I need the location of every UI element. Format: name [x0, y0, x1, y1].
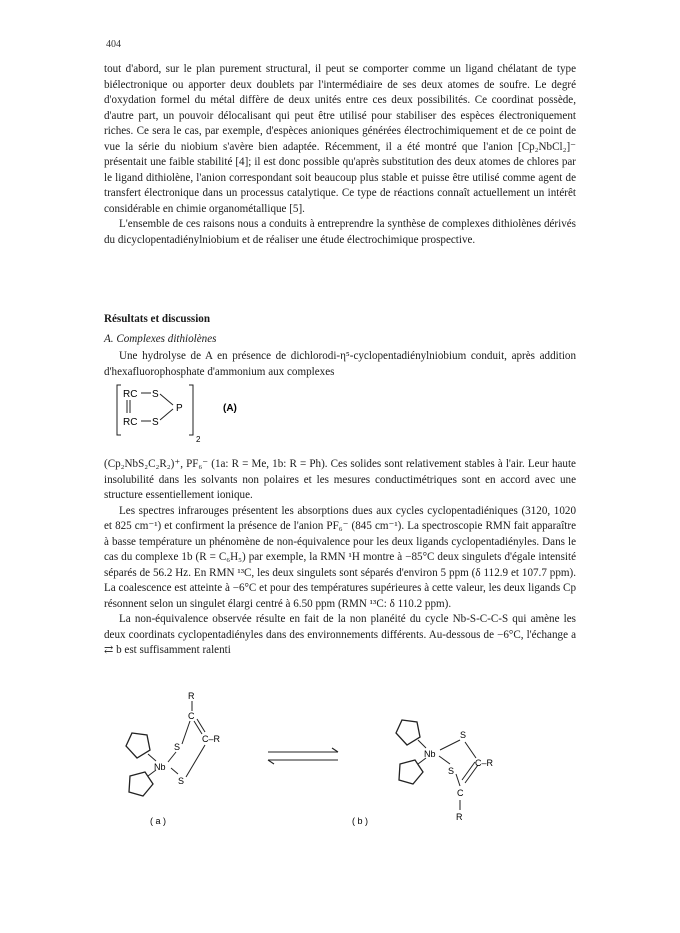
section-heading: Résultats et discussion: [104, 313, 211, 325]
scheme-a-s-bottom: S: [178, 776, 185, 786]
scheme-a-s-top: S: [174, 742, 181, 752]
structure-a-rc-bottom: RC: [123, 417, 138, 428]
cyclopentadienyl-ring-b-bottom: [399, 760, 423, 784]
structure-a-label: (A): [223, 403, 237, 414]
structure-a: [115, 383, 315, 445]
scheme-a-c-top: C: [188, 711, 195, 721]
scheme-b-nb: Nb: [424, 749, 436, 759]
results-paragraph-4: La non-équivalence observée résulte en fait de la non planéité du cycle Nb-S-C-C-S qui amène les deux coordinats cyclopentadiényles dans des environnements différents. Au-dessous de −6°C, l'échange a ⇄ b est suffisamment ralenti: [104, 613, 576, 656]
intro-paragraph-2: L'ensemble de ces raisons nous a conduits à entreprendre la synthèse de complexes dithiolènes dérivés du dicyclopentadiénylniobium et de réaliser une étude électrochimique prospective.: [104, 218, 576, 246]
results-paragraph-1: Une hydrolyse de A en présence de dichlorodi-η⁵-cyclopentadiénylniobium conduit, après addition d'hexafluorophosphate d'ammonium aux complexes: [104, 350, 576, 378]
results-paragraph-1-block: [104, 349, 576, 380]
structure-a-subscript: 2: [196, 435, 201, 444]
scheme-a-label: ( a ): [150, 816, 167, 826]
scheme-b-s-top: S: [460, 730, 467, 740]
structure-a-rc-top: RC: [123, 389, 138, 400]
results-paragraph-2: (Cp₂NbS₂C₂R₂)⁺, PF₆⁻ (1a: R = Me, 1b: R = Ph). Ces solides sont relativement stables à l'air. Leur haute insolubilité dans les solvants non polaires et les mesures conductimétriques sont en accord avec une structure essentiellement ionique.: [104, 458, 576, 501]
scheme-b-r-bottom: R: [456, 812, 463, 822]
structure-a-p: P: [176, 403, 183, 414]
results-paragraph-3: Les spectres infrarouges présentent les absorptions dues aux cycles cyclopentadiéniques (3120, 1020 et 825 cm⁻¹) et confirment la présence de l'anion PF₆⁻ (845 cm⁻¹). La spectroscopie RMN fait apparaître à basse température un phénomène de non-équivalence pour les deux ligands cyclopentadiényles. Dans le cas du complexe 1b (R = C₆H₅) par exemple, la RMN ¹H montre à −85°C deux singulets d'égale intensité séparés de 56.2 Hz. En RMN ¹³C, les deux singulets sont séparés d'environ 5 ppm (δ 112.9 et 107.7 ppm). La coalescence est atteinte à −6°C et pour des températures supérieures à cette valeur, les deux ligands Cp résonnent selon un singulet élargi centré à 6.50 ppm (RMN ¹³C: δ 110.2 ppm).: [104, 504, 576, 610]
scheme-a-c-r: C–R: [202, 734, 221, 744]
cyclopentadienyl-ring-a-top: [126, 733, 150, 758]
scheme-b-c-bottom: C: [457, 788, 464, 798]
structure-a-s-bottom: S: [152, 417, 159, 428]
section-subheading: A. Complexes dithiolènes: [104, 333, 217, 345]
intro-paragraph-1: tout d'abord, sur le plan purement structural, il peut se comporter comme un ligand chélatant de type biélectronique ou apporter deux doublets par l'intermédiaire de ses deux atomes de soufre. Le degré d'oxydation formel du métal diffère de deux unités entre ces deux possibilités. Ce coordinat possède, d'autre part, un pouvoir délocalisant qui peut être utilisé pour stabiliser des espèces électroniquement riches. Ce sera le cas, par exemple, d'espèces anioniques générées électrochimiquement et de ce point de vue la série du niobium s'avère bien adaptée. Récemment, il a été montré que l'anion [Cp₂NbCl₂]⁻ présentait une faible stabilité [4]; il est donc possible qu'après substitution des deux atomes de chlores par le ligand dithiolène, l'anion correspondant soit beaucoup plus stable et puisse être utilisé comme agent de transfert électronique dans un processus catalytique. Ce type de réactions connaît actuellement un intérêt considérable en chimie organométallique [5].: [104, 63, 576, 215]
structure-a-s-top: S: [152, 389, 159, 400]
scheme-b-s-bottom: S: [448, 766, 455, 776]
cyclopentadienyl-ring-a-bottom: [129, 772, 153, 796]
reaction-scheme: [90, 688, 590, 838]
scheme-a-r-top: R: [188, 691, 195, 701]
page-number: 404: [106, 39, 121, 50]
cyclopentadienyl-ring-b-top: [396, 720, 420, 745]
scheme-b-label: ( b ): [352, 816, 369, 826]
scheme-b-c-r: C–R: [475, 758, 494, 768]
intro-text: [104, 62, 576, 248]
results-text: [104, 457, 576, 659]
scheme-a-nb: Nb: [154, 762, 166, 772]
